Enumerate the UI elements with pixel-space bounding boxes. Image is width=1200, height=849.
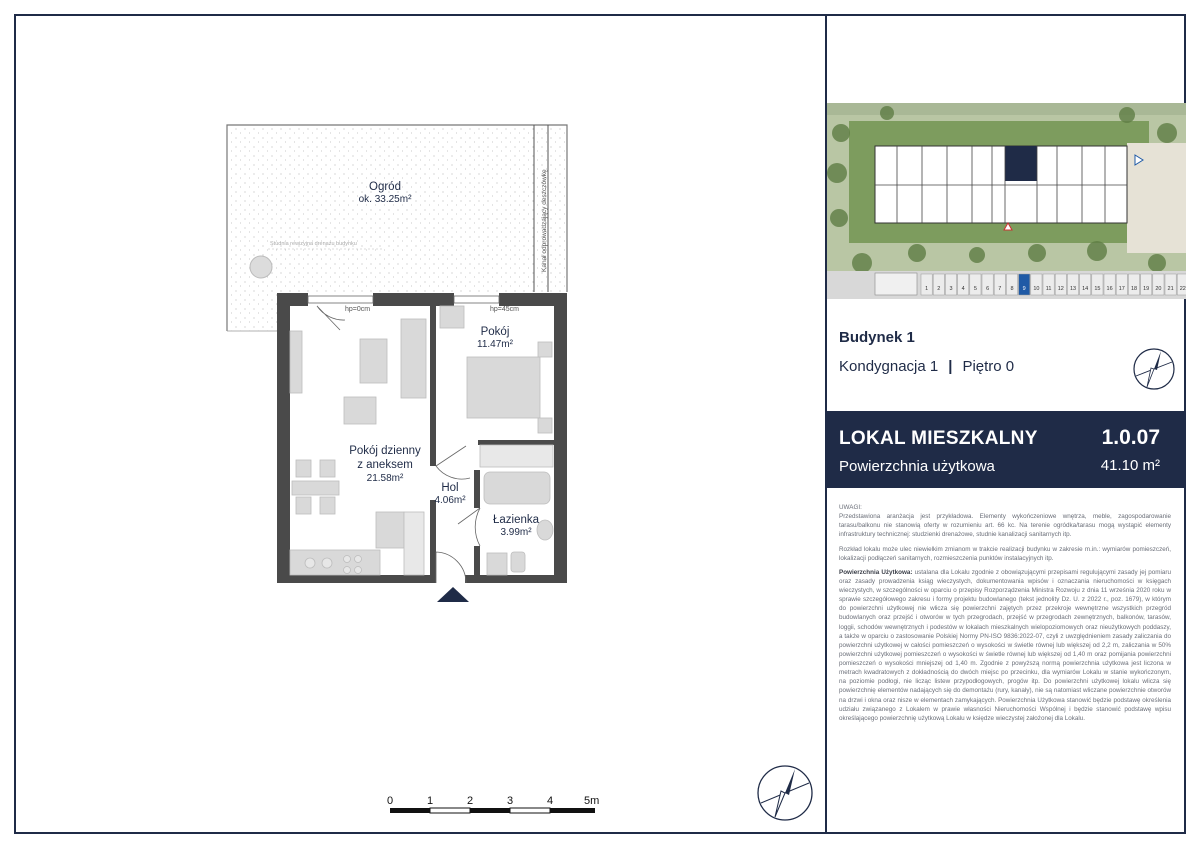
parking-slot-number: 22 — [1179, 286, 1186, 292]
scale-tick-4: 4 — [547, 795, 554, 807]
window1-height-label: hp=0cm — [345, 306, 371, 313]
area-value: 41.10 m² — [1100, 457, 1160, 474]
parking-slot-number: 6 — [986, 286, 990, 292]
bathroom-label — [478, 513, 554, 540]
building-name: Budynek 1 — [839, 329, 915, 346]
notes-heading: UWAGI: — [839, 504, 862, 511]
parking-slot-number: 3 — [949, 286, 953, 292]
drain-channel-label: Kanał odprowadzający deszczówkę — [541, 169, 548, 272]
bathroom-area-value: 3.99m² — [500, 527, 532, 539]
unit-type: LOKAL MIESZKALNY — [839, 428, 1038, 449]
parking-slot-number: 13 — [1069, 286, 1077, 292]
parking-slot-number: 14 — [1082, 286, 1089, 292]
parking-slots — [921, 274, 1186, 295]
notes-p3-body: ustalana dla Lokalu zgodnie z obowiązującymi przepisami regulującymi zasady jej pomiaru oraz zasady prowadzenia ksiąg wieczystych, dokumentowania wpisów i oznaczania nieruchomości w księgach wieczystych, w szczególności w oparciu o przepisy Rozporządzenia Ministra Rozwoju z dnia 11 września 2020 roku w sprawie szczegółowego zakresu i formy projektu budowlanego (tekst jednolity Dz. U. z 2022 r., poz. 1679), w którym do powierzchni użytkowej nie wlicza się powierzchni zajętych przez przekroje wewnętrzne wszystkich przegród budowlanych oraz przejść i otworów w tych przegrodach, przejść w przegrodach zewnętrznych, balkonów, tarasów, loggii, schodów wewnętrznych i podestów w lokalach mieszkalnych wielopoziomowych oraz nieużytkowych poddaszy, a także w oparciu o zastosowanie Polskiej Normy PN-ISO 9836:2022-07, czyli z uwzględnieniem zasady zaliczania do powierzchni użytkowej w całości pomieszczeń o wysokości w świetle równej lub większej od 2,2 m, zaliczania w 50% powierzchni użytkowej pomieszczeń o wysokości w świetle równej lub większej od 1,40 m oraz pomijania powierzchni pomieszczeń o wysokości mniejszej od 1,40 m. Zgodnie z powyższą normą powierzchnia użytkowa jest liczona w metrach kwadratowych z dokładnością do dwóch miejsc po przecinku, dla wymiarów Lokalu w stanie wykończonym, na poziomie podłogi, nie licząc listew przypodłogowych, progów itp. Do powierzchni użytkowej lokalu wlicza się powierzchnię elementów nadających się do demontażu (rury, kanały), nie są natomiast wliczane powierzchnie otworów na drzwi i okna oraz nisze w elementach zamykających. Powierzchnia Użytkowa stanowić będzie podstawę określenia udziału związanego z Lokalem w prawie własności Nieruchomości Wspólnej i będzie stanowić podstawę wpisu określającego powierzchnię użytkową Lokalu w księdze wieczystej założonej dla Lokalu. — [839, 568, 1171, 722]
scale-tick-0: 0 — [387, 795, 394, 807]
living-name-line2: z aneksem — [357, 459, 413, 472]
area-label: Powierzchnia użytkowa — [839, 458, 995, 475]
notes-paragraph-1: Przedstawiona aranżacja jest przykładowa. Elementy wykończeniowe wnętrza, meble, zagospodarowanie tarasu/balkonu nie stanowią oferty w rozumieniu art. 66 kc. Na terenie ogródka/tarasu mogą wystąpić elementy infrastruktury technicznej: studzienki drenażowe, studnie kanalizacji sanitarnych itp. — [839, 513, 1171, 539]
entrance-arrow — [437, 587, 469, 602]
floor-label: Piętro 0 — [962, 358, 1015, 375]
bedroom-label — [455, 325, 535, 352]
compass-icon — [1132, 347, 1176, 391]
bedroom-name: Pokój — [480, 326, 510, 338]
parking-slot-number: 16 — [1106, 286, 1113, 292]
parking-slot-number: 19 — [1143, 286, 1150, 292]
scale-tick-3: 3 — [507, 795, 514, 807]
parking-slot-number: 12 — [1057, 286, 1064, 292]
parking-slot-number: 5 — [973, 286, 977, 292]
parking-slot-number: 17 — [1118, 286, 1125, 292]
unit-header-band — [827, 411, 1186, 488]
bathroom-name: Łazienka — [492, 514, 540, 526]
parking-slot-number: 2 — [937, 286, 941, 292]
parking-slot-number: 10 — [1033, 286, 1040, 292]
parking-slot-number: 11 — [1045, 286, 1052, 292]
inspection-well-label: Studnia rewizyjna drenażu budynku — [270, 241, 357, 247]
scale-tick-1: 1 — [427, 795, 434, 807]
level-label: Kondygnacja 1 — [839, 358, 939, 375]
parking-slot-number: 4 — [961, 286, 965, 292]
parking-slot-number: 18 — [1130, 286, 1138, 292]
garden-label — [335, 180, 435, 207]
parking-slot-number: 15 — [1094, 286, 1101, 292]
hall-area-value: 4.06m² — [434, 495, 466, 507]
parking-slot-number: 9 — [1022, 286, 1026, 292]
floor-separator: | — [948, 358, 953, 375]
notes-section — [839, 503, 1171, 728]
scale-bar — [390, 808, 595, 813]
parking-slot-number: 20 — [1155, 286, 1162, 292]
parking-slot-number: 8 — [1010, 286, 1014, 292]
garden-area-value: ok. 33.25m² — [358, 194, 412, 206]
hall-name: Hol — [441, 482, 459, 494]
notes-paragraph-2: Rozkład lokalu może ulec niewielkim zmianom w trakcie realizacji budynku w zakresie m.in.: wymiarów pomieszczeń, lokalizacji podłączeń sanitarnych, rozmieszczenia punktów instalacyjnych itp. — [839, 545, 1171, 562]
unit-number: 1.0.07 — [1101, 426, 1160, 449]
living-area-value: 21.58m² — [366, 472, 404, 484]
parking-slot-number: 7 — [998, 286, 1002, 292]
scale-tick-5: 5m — [584, 795, 600, 807]
hall-label — [420, 481, 480, 508]
north-arrow-icon — [755, 763, 815, 823]
window2-height-label: hp=45cm — [490, 306, 519, 313]
site-map — [827, 103, 1186, 299]
notes-paragraph-3 — [839, 568, 1171, 723]
floor-info — [839, 358, 1014, 375]
notes-p3-heading: Powierzchnia Użytkowa: — [839, 568, 913, 576]
living-name-line1: Pokój dzienny — [349, 445, 421, 457]
parking-slot-number: 1 — [925, 286, 929, 292]
scale-tick-2: 2 — [467, 795, 474, 807]
garden-name: Ogród — [369, 181, 401, 193]
site-building — [875, 146, 1143, 230]
parking-slot-number: 21 — [1167, 286, 1174, 292]
living-label — [325, 444, 445, 485]
bedroom-area-value: 11.47m² — [477, 339, 513, 351]
